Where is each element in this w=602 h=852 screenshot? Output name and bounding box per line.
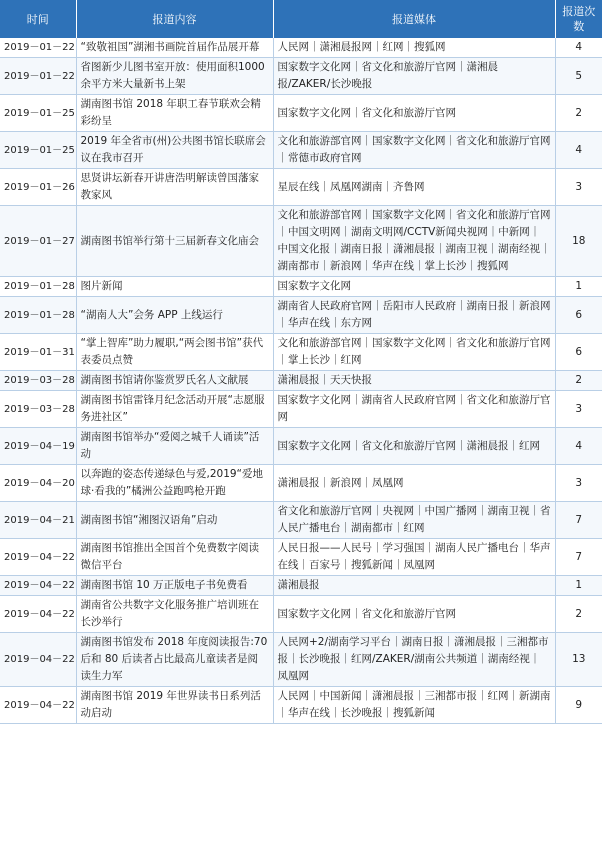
table-row xyxy=(0,539,602,576)
count-cell: 7 xyxy=(555,539,602,576)
media-cell: 潇湘晨报｜天天快报 xyxy=(273,371,555,391)
count-cell: 9 xyxy=(555,687,602,724)
media-cell: 文化和旅游部官网｜国家数字文化网｜省文化和旅游厅官网｜中国文明网｜湖南文明网/CCTV新闻央视网｜中新网｜中国文化报｜湖南日报｜潇湘晨报｜湖南卫视｜湖南经视｜湖南都市｜新浪网｜华声在线｜掌上长沙｜搜狐网 xyxy=(273,206,555,277)
content-cell: 湖南图书馆 10 万正版电子书免费看 xyxy=(76,576,273,596)
date-cell: 2019－03－28 xyxy=(0,371,76,391)
date-cell: 2019－04－22 xyxy=(0,596,76,633)
count-cell: 13 xyxy=(555,633,602,687)
table-body xyxy=(0,38,602,724)
date-cell: 2019－04－19 xyxy=(0,428,76,465)
content-cell: 湖南省公共数字文化服务推广培训班在长沙举行 xyxy=(76,596,273,633)
content-cell: 以奔跑的姿态传递绿色与爱,2019“爱地球·看我的”橘洲公益跑鸣枪开跑 xyxy=(76,465,273,502)
media-cell: 国家数字文化网｜省文化和旅游厅官网 xyxy=(273,596,555,633)
table-row xyxy=(0,95,602,132)
date-cell: 2019－04－22 xyxy=(0,539,76,576)
header-count: 报道次数 xyxy=(555,0,602,38)
table-row xyxy=(0,297,602,334)
content-cell: “致敬祖国”湖湘书画院首届作品展开幕 xyxy=(76,38,273,58)
count-cell: 4 xyxy=(555,428,602,465)
table-row xyxy=(0,633,602,687)
content-cell: 湖南图书馆举办“爱阅之城千人诵读”活动 xyxy=(76,428,273,465)
table-row xyxy=(0,277,602,297)
count-cell: 3 xyxy=(555,465,602,502)
media-cell: 文化和旅游部官网｜国家数字文化网｜省文化和旅游厅官网｜常德市政府官网 xyxy=(273,132,555,169)
table-row xyxy=(0,334,602,371)
count-cell: 2 xyxy=(555,596,602,633)
media-cell: 人民网｜潇湘晨报网｜红网｜搜狐网 xyxy=(273,38,555,58)
content-cell: 湖南图书馆 2019 年世界读书日系列活动启动 xyxy=(76,687,273,724)
media-cell: 国家数字文化网｜湖南省人民政府官网｜省文化和旅游厅官网 xyxy=(273,391,555,428)
media-cell: 国家数字文化网｜省文化和旅游厅官网｜潇湘晨报｜红网 xyxy=(273,428,555,465)
content-cell: 湖南图书馆举行第十三届新春文化庙会 xyxy=(76,206,273,277)
count-cell: 2 xyxy=(555,371,602,391)
count-cell: 18 xyxy=(555,206,602,277)
date-cell: 2019－01－31 xyxy=(0,334,76,371)
header-content: 报道内容 xyxy=(76,0,273,38)
date-cell: 2019－01－25 xyxy=(0,95,76,132)
table-row xyxy=(0,38,602,58)
media-cell: 文化和旅游部官网｜国家数字文化网｜省文化和旅游厅官网｜掌上长沙｜红网 xyxy=(273,334,555,371)
date-cell: 2019－01－27 xyxy=(0,206,76,277)
date-cell: 2019－03－28 xyxy=(0,391,76,428)
content-cell: “掌上智库”助力履职,“两会图书馆”获代表委员点赞 xyxy=(76,334,273,371)
table-row xyxy=(0,371,602,391)
header-row xyxy=(0,0,602,38)
table-row xyxy=(0,428,602,465)
content-cell: 湖南图书馆请你鉴赏罗氏名人文献展 xyxy=(76,371,273,391)
date-cell: 2019－01－22 xyxy=(0,38,76,58)
table-row xyxy=(0,391,602,428)
media-cell: 潇湘晨报 xyxy=(273,576,555,596)
content-cell: 思贤讲坛新春开讲唐浩明解读曾国藩家教家风 xyxy=(76,169,273,206)
media-cell: 国家数字文化网 xyxy=(273,277,555,297)
table-row xyxy=(0,502,602,539)
table-row xyxy=(0,132,602,169)
media-cell: 国家数字文化网｜省文化和旅游厅官网 xyxy=(273,95,555,132)
table-row xyxy=(0,576,602,596)
media-cell: 人民网｜中国新闻｜潇湘晨报｜三湘都市报｜红网｜新湖南｜华声在线｜长沙晚报｜搜狐新闻 xyxy=(273,687,555,724)
content-cell: 湖南图书馆“湘图汉语角”启动 xyxy=(76,502,273,539)
date-cell: 2019－04－22 xyxy=(0,633,76,687)
table-row xyxy=(0,596,602,633)
count-cell: 1 xyxy=(555,277,602,297)
media-cell: 人民网+2/湖南学习平台｜湖南日报｜潇湘晨报｜三湘都市报｜长沙晚报｜红网/ZAKER/湖南公共频道｜湖南经视｜凤凰网 xyxy=(273,633,555,687)
count-cell: 4 xyxy=(555,132,602,169)
media-cell: 潇湘晨报｜新浪网｜凤凰网 xyxy=(273,465,555,502)
table-row xyxy=(0,687,602,724)
count-cell: 7 xyxy=(555,502,602,539)
count-cell: 6 xyxy=(555,334,602,371)
table-row xyxy=(0,58,602,95)
date-cell: 2019－01－26 xyxy=(0,169,76,206)
media-cell: 人民日报——人民号｜学习强国｜湖南人民广播电台｜华声在线｜百家号｜搜狐新闻｜凤凰网 xyxy=(273,539,555,576)
count-cell: 3 xyxy=(555,169,602,206)
table-row xyxy=(0,206,602,277)
table-row xyxy=(0,465,602,502)
content-cell: “湖南人大”会务 APP 上线运行 xyxy=(76,297,273,334)
date-cell: 2019－04－21 xyxy=(0,502,76,539)
count-cell: 6 xyxy=(555,297,602,334)
media-cell: 星辰在线｜凤凰网湖南｜齐鲁网 xyxy=(273,169,555,206)
content-cell: 湖南图书馆 2018 年职工春节联欢会精彩纷呈 xyxy=(76,95,273,132)
content-cell: 湖南图书馆推出全国首个免费数字阅读微信平台 xyxy=(76,539,273,576)
table-row xyxy=(0,169,602,206)
table-header xyxy=(0,0,602,38)
count-cell: 2 xyxy=(555,95,602,132)
count-cell: 4 xyxy=(555,38,602,58)
count-cell: 3 xyxy=(555,391,602,428)
date-cell: 2019－04－20 xyxy=(0,465,76,502)
date-cell: 2019－04－22 xyxy=(0,687,76,724)
content-cell: 2019 年全省市(州)公共图书馆长联席会议在我市召开 xyxy=(76,132,273,169)
date-cell: 2019－01－28 xyxy=(0,297,76,334)
date-cell: 2019－01－25 xyxy=(0,132,76,169)
header-media: 报道媒体 xyxy=(273,0,555,38)
content-cell: 图片新闻 xyxy=(76,277,273,297)
date-cell: 2019－01－28 xyxy=(0,277,76,297)
date-cell: 2019－04－22 xyxy=(0,576,76,596)
content-cell: 湖南图书馆发布 2018 年度阅读报告:70 后和 80 后读者占比最高儿童读者是阅读生力军 xyxy=(76,633,273,687)
media-cell: 省文化和旅游厅官网｜央视网｜中国广播网｜湖南卫视｜省人民广播电台｜湖南都市｜红网 xyxy=(273,502,555,539)
content-cell: 省图新少儿图书室开放：使用面积1000余平方米大量新书上架 xyxy=(76,58,273,95)
date-cell: 2019－01－22 xyxy=(0,58,76,95)
media-cell: 国家数字文化网｜省文化和旅游厅官网｜潇湘晨报/ZAKER/长沙晚报 xyxy=(273,58,555,95)
content-cell: 湖南图书馆雷锋月纪念活动开展“志愿服务进社区” xyxy=(76,391,273,428)
count-cell: 1 xyxy=(555,576,602,596)
header-date: 时间 xyxy=(0,0,76,38)
media-cell: 湖南省人民政府官网｜岳阳市人民政府｜湖南日报｜新浪网｜华声在线｜东方网 xyxy=(273,297,555,334)
count-cell: 5 xyxy=(555,58,602,95)
